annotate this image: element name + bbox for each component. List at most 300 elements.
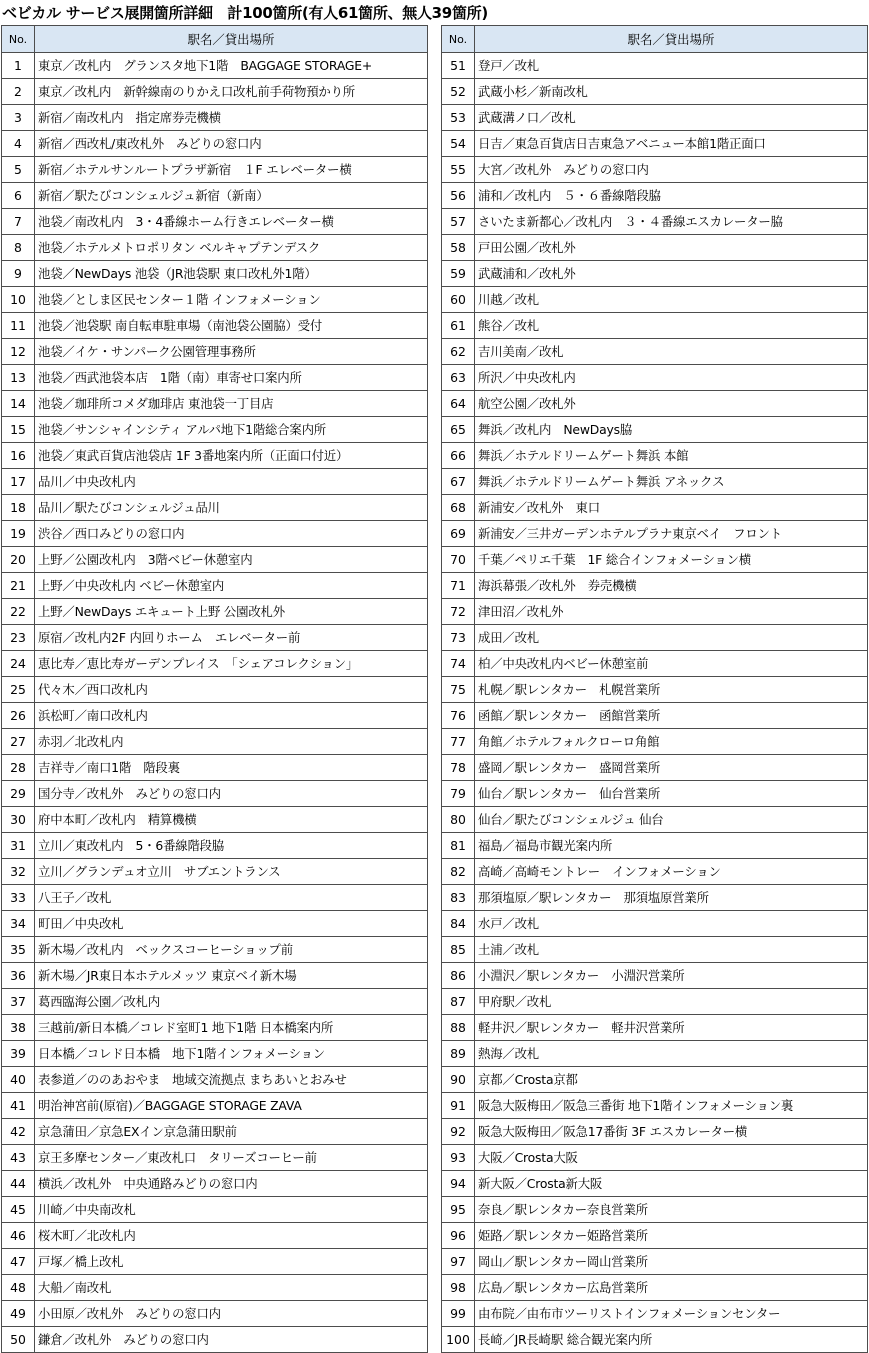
table-row bbox=[442, 729, 868, 755]
table-row bbox=[442, 495, 868, 521]
table-row bbox=[2, 287, 428, 313]
table-row bbox=[442, 651, 868, 677]
table-row bbox=[2, 131, 428, 157]
row-number: 29 bbox=[2, 781, 35, 807]
row-number: 13 bbox=[2, 365, 35, 391]
row-number: 30 bbox=[2, 807, 35, 833]
row-number: 11 bbox=[2, 313, 35, 339]
table-row bbox=[2, 1197, 428, 1223]
table-row bbox=[442, 183, 868, 209]
table-row bbox=[2, 547, 428, 573]
row-number: 84 bbox=[442, 911, 475, 937]
row-number: 34 bbox=[2, 911, 35, 937]
row-number: 24 bbox=[2, 651, 35, 677]
row-number: 19 bbox=[2, 521, 35, 547]
table-row bbox=[2, 911, 428, 937]
row-number: 98 bbox=[442, 1275, 475, 1301]
row-number: 85 bbox=[442, 937, 475, 963]
row-number: 76 bbox=[442, 703, 475, 729]
location-name: 京急蒲田／京急EXイン京急蒲田駅前 bbox=[35, 1119, 428, 1145]
location-name: 吉祥寺／南口1階 階段裏 bbox=[35, 755, 428, 781]
table-row bbox=[442, 677, 868, 703]
location-name: 長崎／JR長崎駅 総合観光案内所 bbox=[475, 1327, 868, 1353]
table-row bbox=[2, 729, 428, 755]
page-title: ベビカル サービス展開箇所詳細 計100箇所(有人61箇所、無人39箇所) bbox=[2, 4, 488, 22]
table-row bbox=[2, 235, 428, 261]
location-name: 武蔵浦和／改札外 bbox=[475, 261, 868, 287]
location-name: 表参道／ののあおやま 地域交流拠点 まちあいとおみせ bbox=[35, 1067, 428, 1093]
row-number: 31 bbox=[2, 833, 35, 859]
table-row bbox=[442, 443, 868, 469]
column-header-no: No. bbox=[2, 26, 35, 53]
table-row bbox=[2, 209, 428, 235]
table-row bbox=[2, 183, 428, 209]
table-row bbox=[442, 547, 868, 573]
table-row bbox=[2, 313, 428, 339]
row-number: 94 bbox=[442, 1171, 475, 1197]
location-name: 仙台／駅たびコンシェルジュ 仙台 bbox=[475, 807, 868, 833]
table-row bbox=[2, 1275, 428, 1301]
location-name: 大阪／Crosta大阪 bbox=[475, 1145, 868, 1171]
table-row bbox=[2, 651, 428, 677]
row-number: 9 bbox=[2, 261, 35, 287]
location-name: 東京／改札内 グランスタ地下1階 BAGGAGE STORAGE+ bbox=[35, 53, 428, 79]
row-number: 77 bbox=[442, 729, 475, 755]
table-row bbox=[2, 781, 428, 807]
table-row bbox=[2, 261, 428, 287]
location-name: 恵比寿／恵比寿ガーデンプレイス 「シェアコレクション」 bbox=[35, 651, 428, 677]
row-number: 6 bbox=[2, 183, 35, 209]
location-name: 千葉／ペリエ千葉 1F 総合インフォメーション横 bbox=[475, 547, 868, 573]
table-row bbox=[442, 521, 868, 547]
location-name: 新宿／西改札/東改札外 みどりの窓口内 bbox=[35, 131, 428, 157]
column-header-location: 駅名／貸出場所 bbox=[35, 26, 428, 53]
location-name: 赤羽／北改札内 bbox=[35, 729, 428, 755]
table-row bbox=[442, 937, 868, 963]
table-row bbox=[2, 599, 428, 625]
row-number: 35 bbox=[2, 937, 35, 963]
table-row bbox=[2, 833, 428, 859]
table-row bbox=[2, 391, 428, 417]
table-row bbox=[2, 885, 428, 911]
row-number: 15 bbox=[2, 417, 35, 443]
location-name: 由布院／由布市ツーリストインフォメーションセンター bbox=[475, 1301, 868, 1327]
row-number: 7 bbox=[2, 209, 35, 235]
row-number: 43 bbox=[2, 1145, 35, 1171]
table-row bbox=[442, 833, 868, 859]
location-name: 舞浜／ホテルドリームゲート舞浜 本館 bbox=[475, 443, 868, 469]
location-name: 札幌／駅レンタカー 札幌営業所 bbox=[475, 677, 868, 703]
row-number: 65 bbox=[442, 417, 475, 443]
location-name: 岡山／駅レンタカー岡山営業所 bbox=[475, 1249, 868, 1275]
location-name: 日本橋／コレド日本橋 地下1階インフォメーション bbox=[35, 1041, 428, 1067]
table-row bbox=[2, 105, 428, 131]
table-row bbox=[442, 625, 868, 651]
location-name: 池袋／としま区民センター１階 インフォメーション bbox=[35, 287, 428, 313]
table-row bbox=[2, 521, 428, 547]
table-row bbox=[442, 1171, 868, 1197]
table-row bbox=[442, 469, 868, 495]
table-row bbox=[2, 573, 428, 599]
table-row bbox=[442, 157, 868, 183]
location-name: 立川／東改札内 5・6番線階段脇 bbox=[35, 833, 428, 859]
row-number: 5 bbox=[2, 157, 35, 183]
location-name: 福島／福島市観光案内所 bbox=[475, 833, 868, 859]
location-name: 新浦安／改札外 東口 bbox=[475, 495, 868, 521]
row-number: 60 bbox=[442, 287, 475, 313]
row-number: 42 bbox=[2, 1119, 35, 1145]
location-name: 葛西臨海公園／改札内 bbox=[35, 989, 428, 1015]
row-number: 95 bbox=[442, 1197, 475, 1223]
row-number: 58 bbox=[442, 235, 475, 261]
table-row bbox=[2, 365, 428, 391]
location-name: 池袋／ホテルメトロポリタン ベルキャプテンデスク bbox=[35, 235, 428, 261]
location-name: 池袋／イケ・サンパーク公園管理事務所 bbox=[35, 339, 428, 365]
row-number: 82 bbox=[442, 859, 475, 885]
row-number: 81 bbox=[442, 833, 475, 859]
row-number: 69 bbox=[442, 521, 475, 547]
row-number: 41 bbox=[2, 1093, 35, 1119]
location-name: 八王子／改札 bbox=[35, 885, 428, 911]
location-name: 池袋／東武百貨店池袋店 1F 3番地案内所（正面口付近） bbox=[35, 443, 428, 469]
location-name: 軽井沢／駅レンタカー 軽井沢営業所 bbox=[475, 1015, 868, 1041]
row-number: 53 bbox=[442, 105, 475, 131]
row-number: 67 bbox=[442, 469, 475, 495]
location-name: 津田沼／改札外 bbox=[475, 599, 868, 625]
row-number: 44 bbox=[2, 1171, 35, 1197]
table-row bbox=[442, 365, 868, 391]
location-name: 鎌倉／改札外 みどりの窓口内 bbox=[35, 1327, 428, 1353]
location-name: 柏／中央改札内ベビー休憩室前 bbox=[475, 651, 868, 677]
table-row bbox=[2, 937, 428, 963]
location-name: 川越／改札 bbox=[475, 287, 868, 313]
row-number: 100 bbox=[442, 1327, 475, 1353]
row-number: 78 bbox=[442, 755, 475, 781]
location-name: 成田／改札 bbox=[475, 625, 868, 651]
table-row bbox=[442, 235, 868, 261]
location-name: 新宿／駅たびコンシェルジュ新宿（新南） bbox=[35, 183, 428, 209]
row-number: 79 bbox=[442, 781, 475, 807]
location-name: 池袋／西武池袋本店 1階（南）車寄せ口案内所 bbox=[35, 365, 428, 391]
row-number: 32 bbox=[2, 859, 35, 885]
location-name: 横浜／改札外 中央通路みどりの窓口内 bbox=[35, 1171, 428, 1197]
row-number: 66 bbox=[442, 443, 475, 469]
table-row bbox=[442, 1223, 868, 1249]
location-name: 浜松町／南口改札内 bbox=[35, 703, 428, 729]
table-row bbox=[442, 1093, 868, 1119]
table-row bbox=[2, 1301, 428, 1327]
table-row bbox=[2, 157, 428, 183]
location-name: 桜木町／北改札内 bbox=[35, 1223, 428, 1249]
table-row bbox=[442, 1145, 868, 1171]
location-name: 池袋／珈琲所コメダ珈琲店 東池袋一丁目店 bbox=[35, 391, 428, 417]
location-name: 吉川美南／改札 bbox=[475, 339, 868, 365]
location-name: 武蔵溝ノ口／改札 bbox=[475, 105, 868, 131]
row-number: 10 bbox=[2, 287, 35, 313]
table-row bbox=[2, 703, 428, 729]
table-row bbox=[442, 391, 868, 417]
table-row bbox=[442, 1067, 868, 1093]
table-row bbox=[442, 885, 868, 911]
row-number: 49 bbox=[2, 1301, 35, 1327]
row-number: 16 bbox=[2, 443, 35, 469]
row-number: 40 bbox=[2, 1067, 35, 1093]
row-number: 51 bbox=[442, 53, 475, 79]
table-row bbox=[442, 1327, 868, 1353]
table-header-row bbox=[442, 26, 868, 53]
location-name: 角館／ホテルフォルクローロ角館 bbox=[475, 729, 868, 755]
location-name: 新宿／ホテルサンルートプラザ新宿 １F エレベーター横 bbox=[35, 157, 428, 183]
location-name: 新木場／JR東日本ホテルメッツ 東京ベイ新木場 bbox=[35, 963, 428, 989]
location-name: 池袋／サンシャインシティ アルパ地下1階総合案内所 bbox=[35, 417, 428, 443]
location-name: 海浜幕張／改札外 券売機横 bbox=[475, 573, 868, 599]
row-number: 18 bbox=[2, 495, 35, 521]
table-row bbox=[2, 1067, 428, 1093]
location-name: 品川／駅たびコンシェルジュ品川 bbox=[35, 495, 428, 521]
row-number: 96 bbox=[442, 1223, 475, 1249]
row-number: 59 bbox=[442, 261, 475, 287]
row-number: 86 bbox=[442, 963, 475, 989]
table-row bbox=[2, 1223, 428, 1249]
table-row bbox=[442, 261, 868, 287]
location-name: 新木場／改札内 ベックスコーヒーショップ前 bbox=[35, 937, 428, 963]
table-row bbox=[2, 469, 428, 495]
row-number: 87 bbox=[442, 989, 475, 1015]
row-number: 50 bbox=[2, 1327, 35, 1353]
row-number: 21 bbox=[2, 573, 35, 599]
location-name: 戸田公園／改札外 bbox=[475, 235, 868, 261]
row-number: 72 bbox=[442, 599, 475, 625]
row-number: 62 bbox=[442, 339, 475, 365]
table-row bbox=[2, 495, 428, 521]
location-name: 池袋／池袋駅 南自転車駐車場（南池袋公園脇）受付 bbox=[35, 313, 428, 339]
table-row bbox=[2, 1093, 428, 1119]
location-name: 土浦／改札 bbox=[475, 937, 868, 963]
row-number: 83 bbox=[442, 885, 475, 911]
location-name: 舞浜／改札内 NewDays脇 bbox=[475, 417, 868, 443]
location-name: 原宿／改札内2F 内回りホーム エレベーター前 bbox=[35, 625, 428, 651]
column-header-location: 駅名／貸出場所 bbox=[475, 26, 868, 53]
row-number: 54 bbox=[442, 131, 475, 157]
location-name: 三越前/新日本橋／コレド室町1 地下1階 日本橋案内所 bbox=[35, 1015, 428, 1041]
location-name: 新大阪／Crosta新大阪 bbox=[475, 1171, 868, 1197]
row-number: 73 bbox=[442, 625, 475, 651]
table-row bbox=[442, 573, 868, 599]
location-name: 浦和／改札内 ５・６番線階段脇 bbox=[475, 183, 868, 209]
row-number: 55 bbox=[442, 157, 475, 183]
table-row bbox=[442, 339, 868, 365]
table-body-left bbox=[2, 53, 428, 1353]
table-row bbox=[2, 1249, 428, 1275]
location-name: 武蔵小杉／新南改札 bbox=[475, 79, 868, 105]
table-header-row bbox=[2, 26, 428, 53]
location-name: 新浦安／三井ガーデンホテルプラナ東京ベイ フロント bbox=[475, 521, 868, 547]
row-number: 8 bbox=[2, 235, 35, 261]
table-row bbox=[442, 989, 868, 1015]
row-number: 70 bbox=[442, 547, 475, 573]
table-row bbox=[442, 807, 868, 833]
row-number: 89 bbox=[442, 1041, 475, 1067]
location-name: 舞浜／ホテルドリームゲート舞浜 アネックス bbox=[475, 469, 868, 495]
row-number: 90 bbox=[442, 1067, 475, 1093]
row-number: 63 bbox=[442, 365, 475, 391]
table-row bbox=[2, 989, 428, 1015]
location-name: 立川／グランデュオ立川 サブエントランス bbox=[35, 859, 428, 885]
location-name: 航空公園／改札外 bbox=[475, 391, 868, 417]
location-name: 渋谷／西口みどりの窓口内 bbox=[35, 521, 428, 547]
row-number: 46 bbox=[2, 1223, 35, 1249]
location-name: 熊谷／改札 bbox=[475, 313, 868, 339]
table-row bbox=[2, 963, 428, 989]
row-number: 14 bbox=[2, 391, 35, 417]
row-number: 92 bbox=[442, 1119, 475, 1145]
row-number: 17 bbox=[2, 469, 35, 495]
table-row bbox=[442, 417, 868, 443]
locations-table-right bbox=[441, 25, 868, 1353]
row-number: 52 bbox=[442, 79, 475, 105]
table-row bbox=[442, 1275, 868, 1301]
location-name: 大船／南改札 bbox=[35, 1275, 428, 1301]
table-row bbox=[442, 1301, 868, 1327]
location-name: 戸塚／橋上改札 bbox=[35, 1249, 428, 1275]
row-number: 26 bbox=[2, 703, 35, 729]
row-number: 27 bbox=[2, 729, 35, 755]
row-number: 71 bbox=[442, 573, 475, 599]
location-name: 奈良／駅レンタカー奈良営業所 bbox=[475, 1197, 868, 1223]
row-number: 2 bbox=[2, 79, 35, 105]
table-row bbox=[442, 1015, 868, 1041]
row-number: 12 bbox=[2, 339, 35, 365]
location-name: 東京／改札内 新幹線南のりかえ口改札前手荷物預かり所 bbox=[35, 79, 428, 105]
table-row bbox=[442, 1249, 868, 1275]
location-name: 水戸／改札 bbox=[475, 911, 868, 937]
table-row bbox=[442, 1119, 868, 1145]
table-row bbox=[442, 53, 868, 79]
table-row bbox=[442, 105, 868, 131]
row-number: 91 bbox=[442, 1093, 475, 1119]
row-number: 45 bbox=[2, 1197, 35, 1223]
location-name: 上野／中央改札内 ベビー休憩室内 bbox=[35, 573, 428, 599]
table-row bbox=[2, 755, 428, 781]
table-row bbox=[442, 703, 868, 729]
location-name: 函館／駅レンタカー 函館営業所 bbox=[475, 703, 868, 729]
row-number: 57 bbox=[442, 209, 475, 235]
location-name: 盛岡／駅レンタカー 盛岡営業所 bbox=[475, 755, 868, 781]
table-row bbox=[2, 339, 428, 365]
row-number: 36 bbox=[2, 963, 35, 989]
location-name: 新宿／南改札内 指定席券売機横 bbox=[35, 105, 428, 131]
location-name: 府中本町／改札内 精算機横 bbox=[35, 807, 428, 833]
table-row bbox=[442, 313, 868, 339]
location-name: 川崎／中央南改札 bbox=[35, 1197, 428, 1223]
table-row bbox=[442, 1041, 868, 1067]
row-number: 47 bbox=[2, 1249, 35, 1275]
table-row bbox=[2, 79, 428, 105]
location-name: 姫路／駅レンタカー姫路営業所 bbox=[475, 1223, 868, 1249]
row-number: 33 bbox=[2, 885, 35, 911]
row-number: 23 bbox=[2, 625, 35, 651]
table-row bbox=[2, 677, 428, 703]
location-name: 甲府駅／改札 bbox=[475, 989, 868, 1015]
location-name: 池袋／南改札内 3・4番線ホーム行きエレベーター横 bbox=[35, 209, 428, 235]
row-number: 74 bbox=[442, 651, 475, 677]
table-row bbox=[2, 625, 428, 651]
location-name: 国分寺／改札外 みどりの窓口内 bbox=[35, 781, 428, 807]
location-name: 熱海／改札 bbox=[475, 1041, 868, 1067]
location-name: 代々木／西口改札内 bbox=[35, 677, 428, 703]
row-number: 4 bbox=[2, 131, 35, 157]
location-name: 日吉／東急百貨店日吉東急アベニュー本館1階正面口 bbox=[475, 131, 868, 157]
row-number: 56 bbox=[442, 183, 475, 209]
row-number: 88 bbox=[442, 1015, 475, 1041]
table-row bbox=[2, 443, 428, 469]
location-name: 小淵沢／駅レンタカー 小淵沢営業所 bbox=[475, 963, 868, 989]
row-number: 20 bbox=[2, 547, 35, 573]
table-row bbox=[2, 859, 428, 885]
table-row bbox=[2, 1145, 428, 1171]
row-number: 75 bbox=[442, 677, 475, 703]
locations-table-left bbox=[1, 25, 428, 1353]
row-number: 99 bbox=[442, 1301, 475, 1327]
row-number: 28 bbox=[2, 755, 35, 781]
location-name: 池袋／NewDays 池袋（JR池袋駅 東口改札外1階） bbox=[35, 261, 428, 287]
row-number: 39 bbox=[2, 1041, 35, 1067]
location-name: 広島／駅レンタカー広島営業所 bbox=[475, 1275, 868, 1301]
location-name: 京王多摩センター／東改札口 タリーズコーヒー前 bbox=[35, 1145, 428, 1171]
row-number: 97 bbox=[442, 1249, 475, 1275]
table-row bbox=[2, 1015, 428, 1041]
location-name: 阪急大阪梅田／阪急三番街 地下1階インフォメーション裏 bbox=[475, 1093, 868, 1119]
row-number: 61 bbox=[442, 313, 475, 339]
location-name: 京都／Crosta京都 bbox=[475, 1067, 868, 1093]
row-number: 64 bbox=[442, 391, 475, 417]
location-name: 登戸／改札 bbox=[475, 53, 868, 79]
table-row bbox=[442, 131, 868, 157]
table-row bbox=[442, 755, 868, 781]
location-name: 品川／中央改札内 bbox=[35, 469, 428, 495]
table-row bbox=[2, 1041, 428, 1067]
row-number: 37 bbox=[2, 989, 35, 1015]
table-row bbox=[2, 807, 428, 833]
location-name: 上野／公園改札内 3階ベビー休憩室内 bbox=[35, 547, 428, 573]
row-number: 22 bbox=[2, 599, 35, 625]
row-number: 80 bbox=[442, 807, 475, 833]
row-number: 93 bbox=[442, 1145, 475, 1171]
table-row bbox=[442, 599, 868, 625]
table-body-right bbox=[442, 53, 868, 1353]
table-row bbox=[442, 963, 868, 989]
location-name: 仙台／駅レンタカー 仙台営業所 bbox=[475, 781, 868, 807]
table-row bbox=[442, 781, 868, 807]
table-row bbox=[442, 287, 868, 313]
location-name: 大宮／改札外 みどりの窓口内 bbox=[475, 157, 868, 183]
location-name: 小田原／改札外 みどりの窓口内 bbox=[35, 1301, 428, 1327]
location-name: 町田／中央改札 bbox=[35, 911, 428, 937]
table-row bbox=[2, 53, 428, 79]
location-name: 阪急大阪梅田／阪急17番街 3F エスカレーター横 bbox=[475, 1119, 868, 1145]
table-row bbox=[2, 1119, 428, 1145]
location-name: 上野／NewDays エキュート上野 公園改札外 bbox=[35, 599, 428, 625]
row-number: 1 bbox=[2, 53, 35, 79]
table-row bbox=[2, 1327, 428, 1353]
table-row bbox=[2, 1171, 428, 1197]
column-header-no: No. bbox=[442, 26, 475, 53]
table-row bbox=[442, 911, 868, 937]
location-name: 明治神宮前(原宿)／BAGGAGE STORAGE ZAVA bbox=[35, 1093, 428, 1119]
table-row bbox=[2, 417, 428, 443]
location-name: 那須塩原／駅レンタカー 那須塩原営業所 bbox=[475, 885, 868, 911]
location-name: 高崎／高崎モントレー インフォメーション bbox=[475, 859, 868, 885]
